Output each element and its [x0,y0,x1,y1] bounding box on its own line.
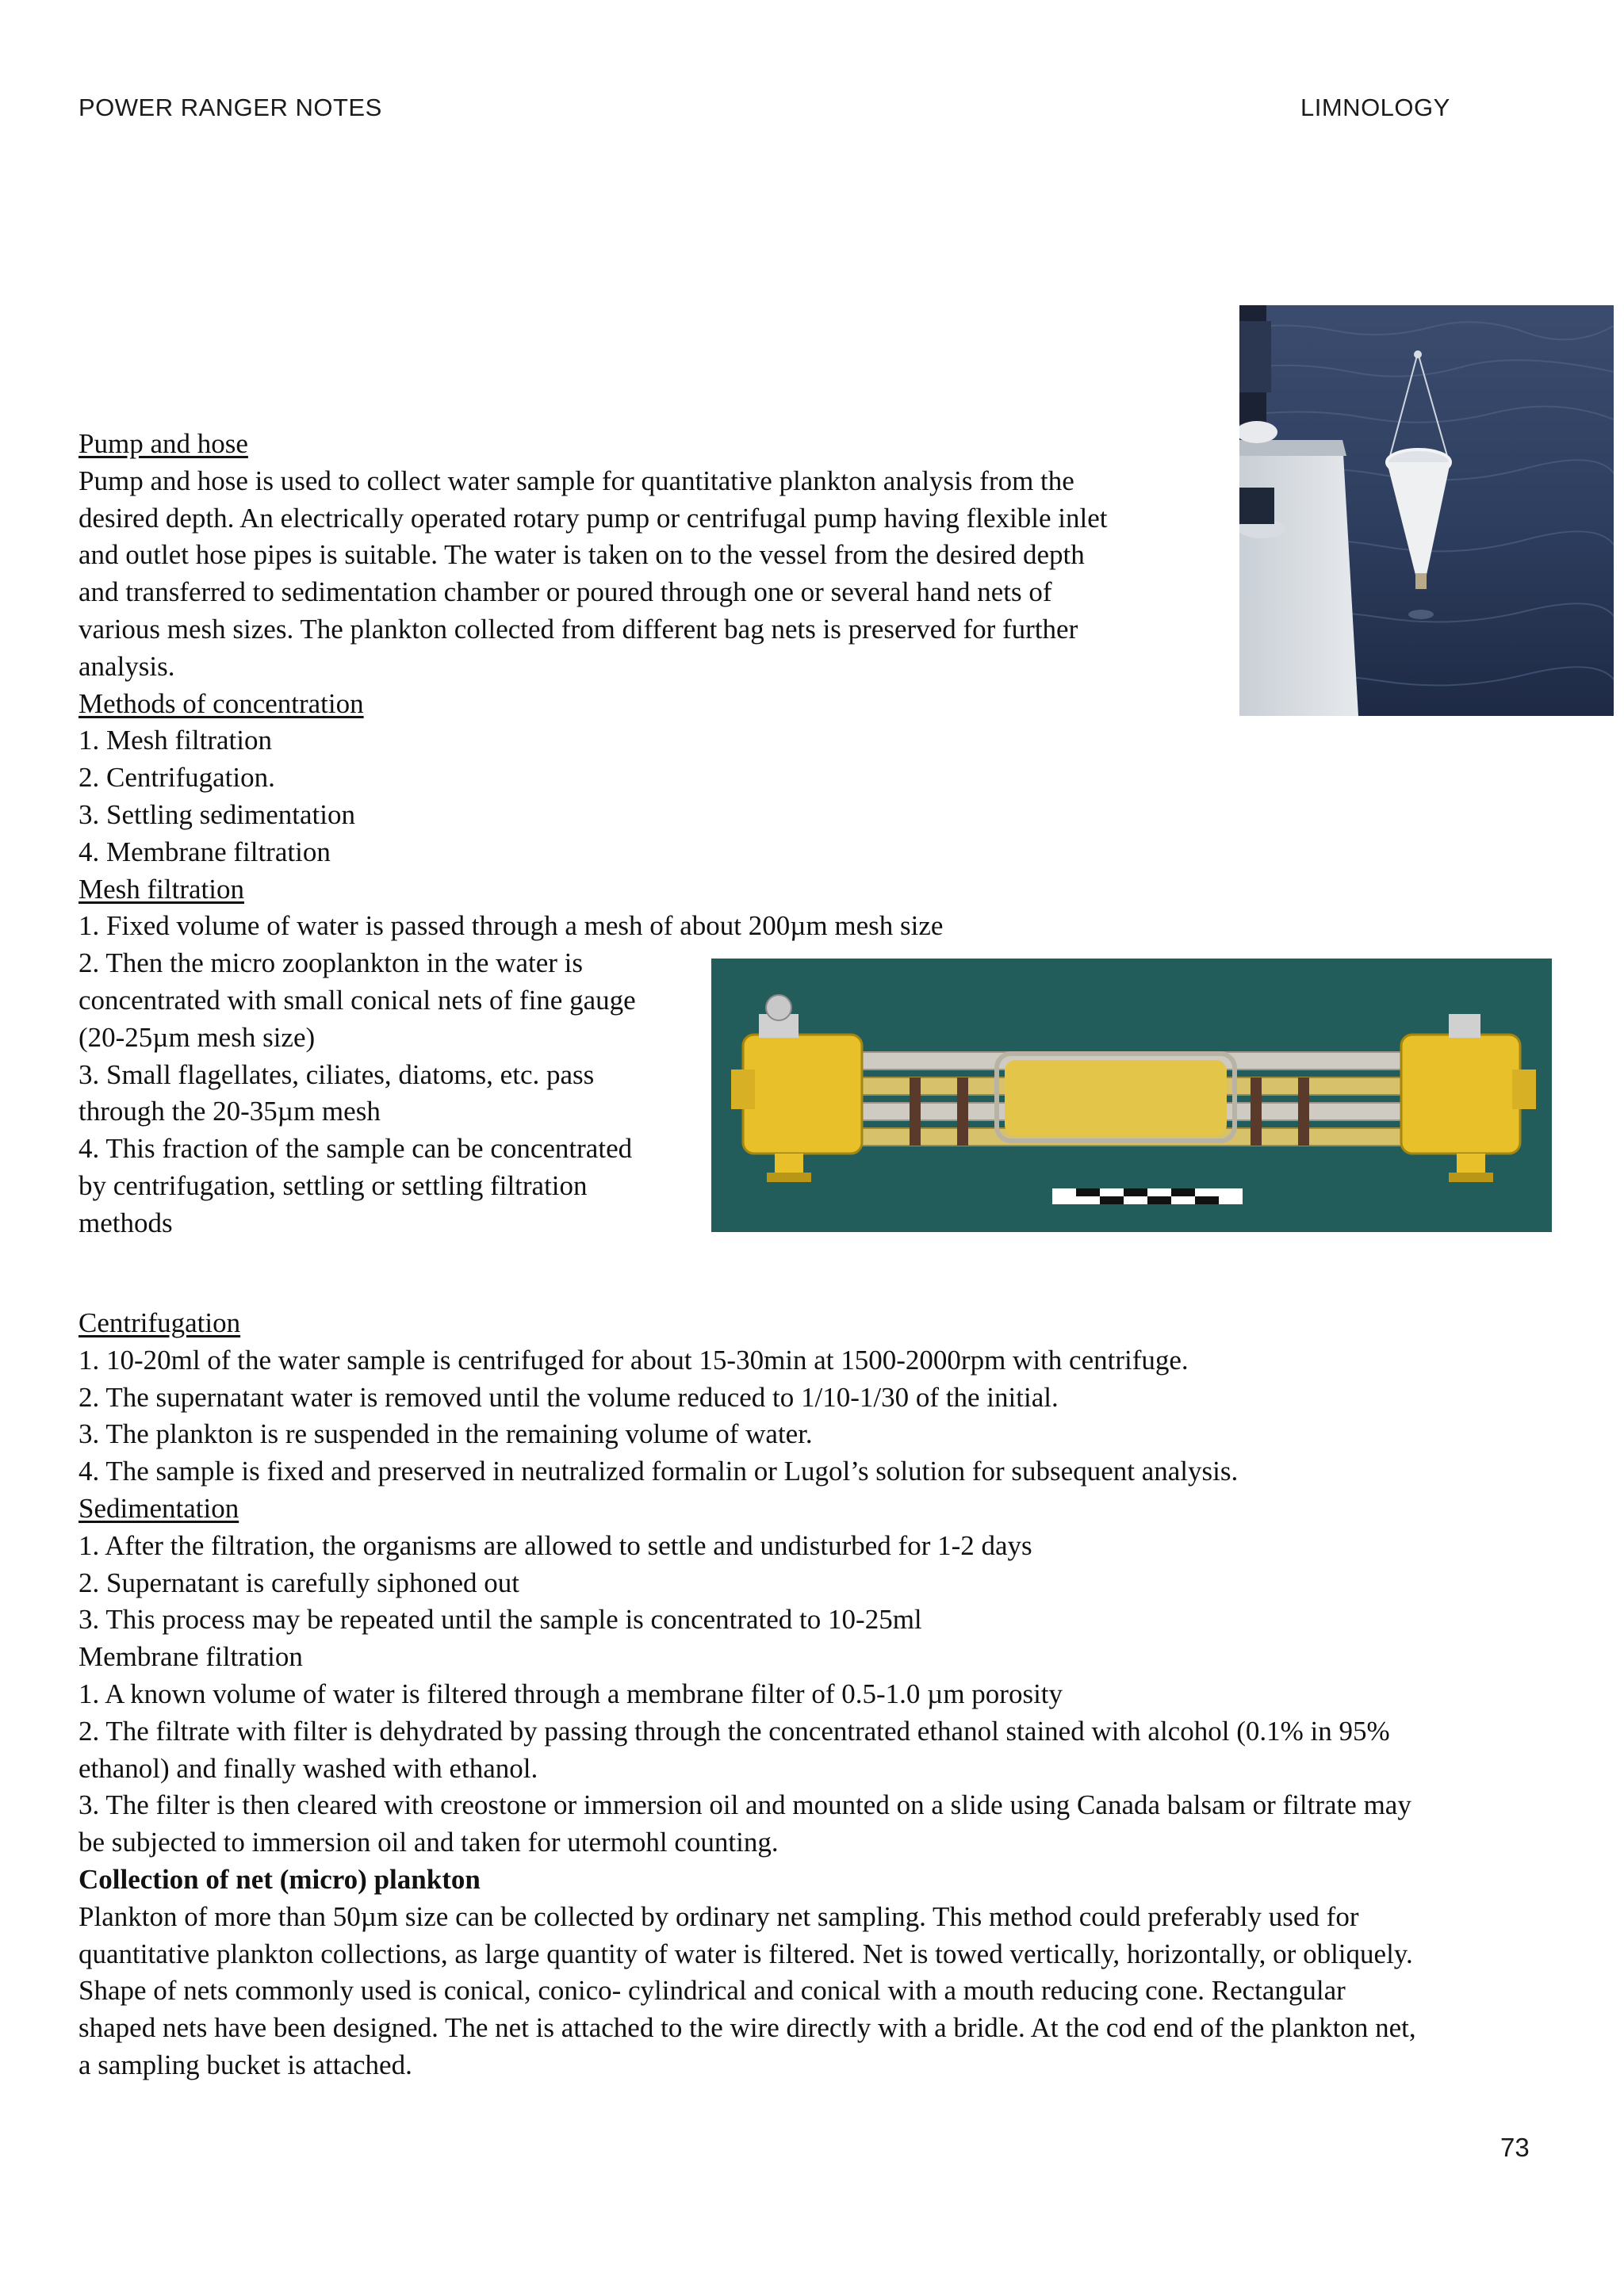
section-pump-and-mesh [79,426,1107,1242]
text-line: concentrated with small conical nets of fine gauge [79,984,636,1016]
text-line: desired depth. An electrically operated rotary pump or centrifugal pump having flexible inlet [79,502,1108,534]
text-line: by centrifugation, settling or settling filtration [79,1169,588,1201]
text-line: 2. The filtrate with filter is dehydrated by passing through the concentrated ethanol stained with alcohol (0.1% in 95% [79,1715,1390,1747]
text-line: 4. The sample is fixed and preserved in neutralized formalin or Lugol’s solution for subsequent analysis. [79,1456,1239,1487]
text-line: 3. The plankton is re suspended in the remaining volume of water. [79,1418,813,1450]
text-line: 2. Centrifugation. [79,762,275,794]
text-line: Methods of concentration [79,687,364,719]
header-left: POWER RANGER NOTES [79,94,382,121]
text-line: quantitative plankton collections, as large quantity of water is filtered. Net is towed vertically, horizontally, or obliquely. [79,1938,1413,1969]
text-line: Membrane filtration [79,1641,303,1673]
text-line: 3. The filter is then cleared with creostone or immersion oil and mounted on a slide using Canada balsam or filtrate may [79,1789,1411,1821]
text-line: Pump and hose [79,428,248,459]
section-centrifugation-to-net [79,1305,1416,2084]
text-line: 2. The supernatant water is removed until the volume reduced to 1/10-1/30 of the initial. [79,1381,1059,1413]
plankton-net-photo [1239,305,1614,716]
text-line: 1. 10-20ml of the water sample is centrifuged for about 15-30min at 1500-2000rpm with centrifuge. [79,1344,1189,1376]
text-line: 1. A known volume of water is filtered through a membrane filter of 0.5-1.0 µm porosity [79,1678,1063,1709]
text-line: shaped nets have been designed. The net is attached to the wire directly with a bridle. At the cod end of the plankton net, [79,2012,1416,2044]
text-line: (20-25µm mesh size) [79,1021,316,1053]
text-line: 1. After the filtration, the organisms are allowed to settle and undisturbed for 1-2 days [79,1529,1032,1561]
text-line: a sampling bucket is attached. [79,2049,412,2080]
text-line: 2. Then the micro zooplankton in the water is [79,947,583,979]
text-line: Mesh filtration [79,873,244,905]
text-line: 1. Mesh filtration [79,725,272,756]
text-line: Shape of nets commonly used is conical, conico- cylindrical and conical with a mouth reducing cone. Rectangular [79,1975,1346,2007]
text-line: methods [79,1207,173,1238]
text-line: Plankton of more than 50µm size can be collected by ordinary net sampling. This method could preferably used for [79,1900,1359,1932]
text-line: and outlet hose pipes is suitable. The water is taken on to the vessel from the desired depth [79,539,1085,571]
text-line: analysis. [79,650,175,682]
text-line: 2. Supernatant is carefully siphoned out [79,1567,519,1598]
text-line: 3. This process may be repeated until the sample is concentrated to 10-25ml [79,1604,922,1636]
text-line: Sedimentation [79,1492,239,1524]
text-line: 3. Settling sedimentation [79,798,355,830]
text-line: ethanol) and finally washed with ethanol. [79,1752,538,1784]
header-right: LIMNOLOGY [1300,94,1450,121]
text-line: 4. Membrane filtration [79,836,331,867]
text-line: be subjected to immersion oil and taken for utermohl counting. [79,1827,779,1858]
text-line: 3. Small flagellates, ciliates, diatoms, etc. pass [79,1058,595,1090]
text-line: through the 20-35µm mesh [79,1096,381,1127]
text-line: various mesh sizes. The plankton collected from different bag nets is preserved for further [79,613,1078,645]
text-line: Centrifugation [79,1307,241,1338]
page-number: 73 [1500,2133,1530,2162]
text-line: and transferred to sedimentation chamber or poured through one or several hand nets of [79,576,1052,608]
text-line: 4. This fraction of the sample can be concentrated [79,1133,633,1165]
text-line: 1. Fixed volume of water is passed through a mesh of about 200µm mesh size [79,910,944,942]
text-line: Pump and hose is used to collect water sample for quantitative plankton analysis from the [79,465,1074,496]
text-line: Collection of net (micro) plankton [79,1863,481,1895]
